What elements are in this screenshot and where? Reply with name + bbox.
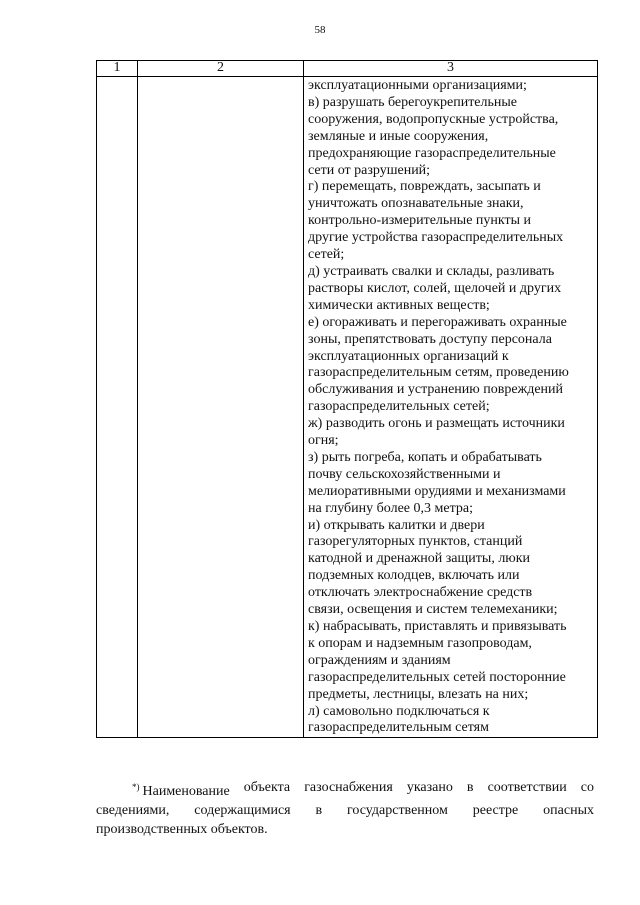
footnote-word: указано bbox=[406, 780, 453, 795]
text-line: сетей; bbox=[308, 247, 345, 263]
footnote bbox=[96, 778, 594, 839]
footnote-word: со bbox=[580, 780, 594, 795]
footnote-word: в bbox=[466, 780, 474, 795]
text-line: эксплуатационных организаций к bbox=[308, 348, 509, 364]
page-number: 58 bbox=[314, 24, 326, 36]
text-line: и) открывать калитки и двери bbox=[308, 517, 485, 533]
text-line: подземных колодцев, включать или bbox=[308, 568, 520, 584]
footnote-word: газоснабжения bbox=[304, 780, 393, 795]
text-line: в) разрушать берегоукрепительные bbox=[308, 94, 518, 110]
text-line: связи, освещения и систем телемеханики; bbox=[308, 602, 558, 618]
text-line: почву сельскохозяйственными и bbox=[308, 466, 501, 482]
table-body-row bbox=[97, 77, 598, 738]
text-line: ж) разводить огонь и размещать источники bbox=[308, 416, 565, 432]
footnote-word: содержащимися bbox=[194, 803, 291, 818]
text-line: растворы кислот, солей, щелочей и других bbox=[308, 280, 562, 296]
body-col-3 bbox=[304, 77, 598, 738]
text-line: газорегуляторных пунктов, станций bbox=[308, 534, 523, 550]
text-line: газораспределительным сетям bbox=[308, 720, 489, 736]
text-line: на глубину более 0,3 метра; bbox=[308, 500, 473, 516]
text-line: л) самовольно подключаться к bbox=[308, 703, 490, 719]
table-header-row bbox=[97, 61, 598, 77]
text-line: сооружения, водопропускные устройства, bbox=[308, 111, 559, 127]
text-line: предметы, лестницы, влезать на них; bbox=[308, 686, 529, 702]
text-line: уничтожать опознавательные знаки, bbox=[308, 196, 524, 212]
text-line: сети от разрушений; bbox=[308, 162, 431, 178]
text-line: химически активных веществ; bbox=[308, 297, 490, 313]
body-col-1 bbox=[97, 77, 138, 738]
footnote-word: опасных bbox=[543, 803, 594, 818]
footnote-word: государственном bbox=[347, 803, 448, 818]
text-line: мелиоративными орудиями и механизмами bbox=[308, 483, 566, 499]
text-line: ограждениям и зданиям bbox=[308, 652, 451, 668]
text-line: земляные и иные сооружения, bbox=[308, 128, 489, 144]
footnote-word: соответствии bbox=[487, 780, 567, 795]
header-col-2: 2 bbox=[138, 61, 304, 77]
text-line: з) рыть погреба, копать и обрабатывать bbox=[308, 449, 542, 465]
footnote-word: *) Наименование bbox=[132, 782, 230, 799]
text-line: зоны, препятствовать доступу персонала bbox=[308, 331, 552, 347]
footnote-word: сведениями, bbox=[96, 803, 170, 818]
header-col-3: 3 bbox=[304, 61, 598, 77]
text-line: катодной и дренажной защиты, люки bbox=[308, 551, 531, 567]
body-col-2 bbox=[138, 77, 304, 738]
text-line: к) набрасывать, приставлять и привязывать bbox=[308, 619, 567, 634]
header-col-1: 1 bbox=[97, 61, 138, 77]
footnote-line-3: производственных объектов. bbox=[96, 822, 268, 837]
footnote-word: объекта bbox=[243, 780, 291, 795]
text-line: к опорам и надземным газопроводам, bbox=[308, 635, 532, 651]
footnote-line-1 bbox=[96, 778, 594, 801]
text-line: отключать электроснабжение средств bbox=[308, 585, 533, 601]
footnote-word: реестре bbox=[472, 803, 519, 818]
text-line: газораспределительных сетей посторонние bbox=[308, 669, 566, 685]
document-table bbox=[96, 60, 598, 738]
text-line: г) перемещать, повреждать, засыпать и bbox=[308, 179, 541, 195]
text-line: эксплуатационными организациями; bbox=[308, 78, 527, 93]
prohibited-actions-list bbox=[304, 77, 597, 737]
text-line: газораспределительных сетей; bbox=[308, 399, 490, 415]
footnote-marker: *) bbox=[132, 782, 140, 792]
text-line: обслуживания и устранению повреждений bbox=[308, 382, 564, 398]
text-line: газораспределительным сетям, проведению bbox=[308, 365, 569, 381]
text-line: предохраняющие газораспределительные bbox=[308, 145, 556, 161]
text-line: контрольно-измерительные пункты и bbox=[308, 213, 532, 229]
text-line: е) огораживать и перегораживать охранные bbox=[308, 314, 567, 330]
footnote-word: в bbox=[315, 803, 323, 818]
text-line: огня; bbox=[308, 433, 339, 449]
footnote-line-2 bbox=[96, 801, 594, 820]
text-line: д) устраивать свалки и склады, разливать bbox=[308, 263, 555, 279]
text-line: другие устройства газораспределительных bbox=[308, 230, 564, 246]
